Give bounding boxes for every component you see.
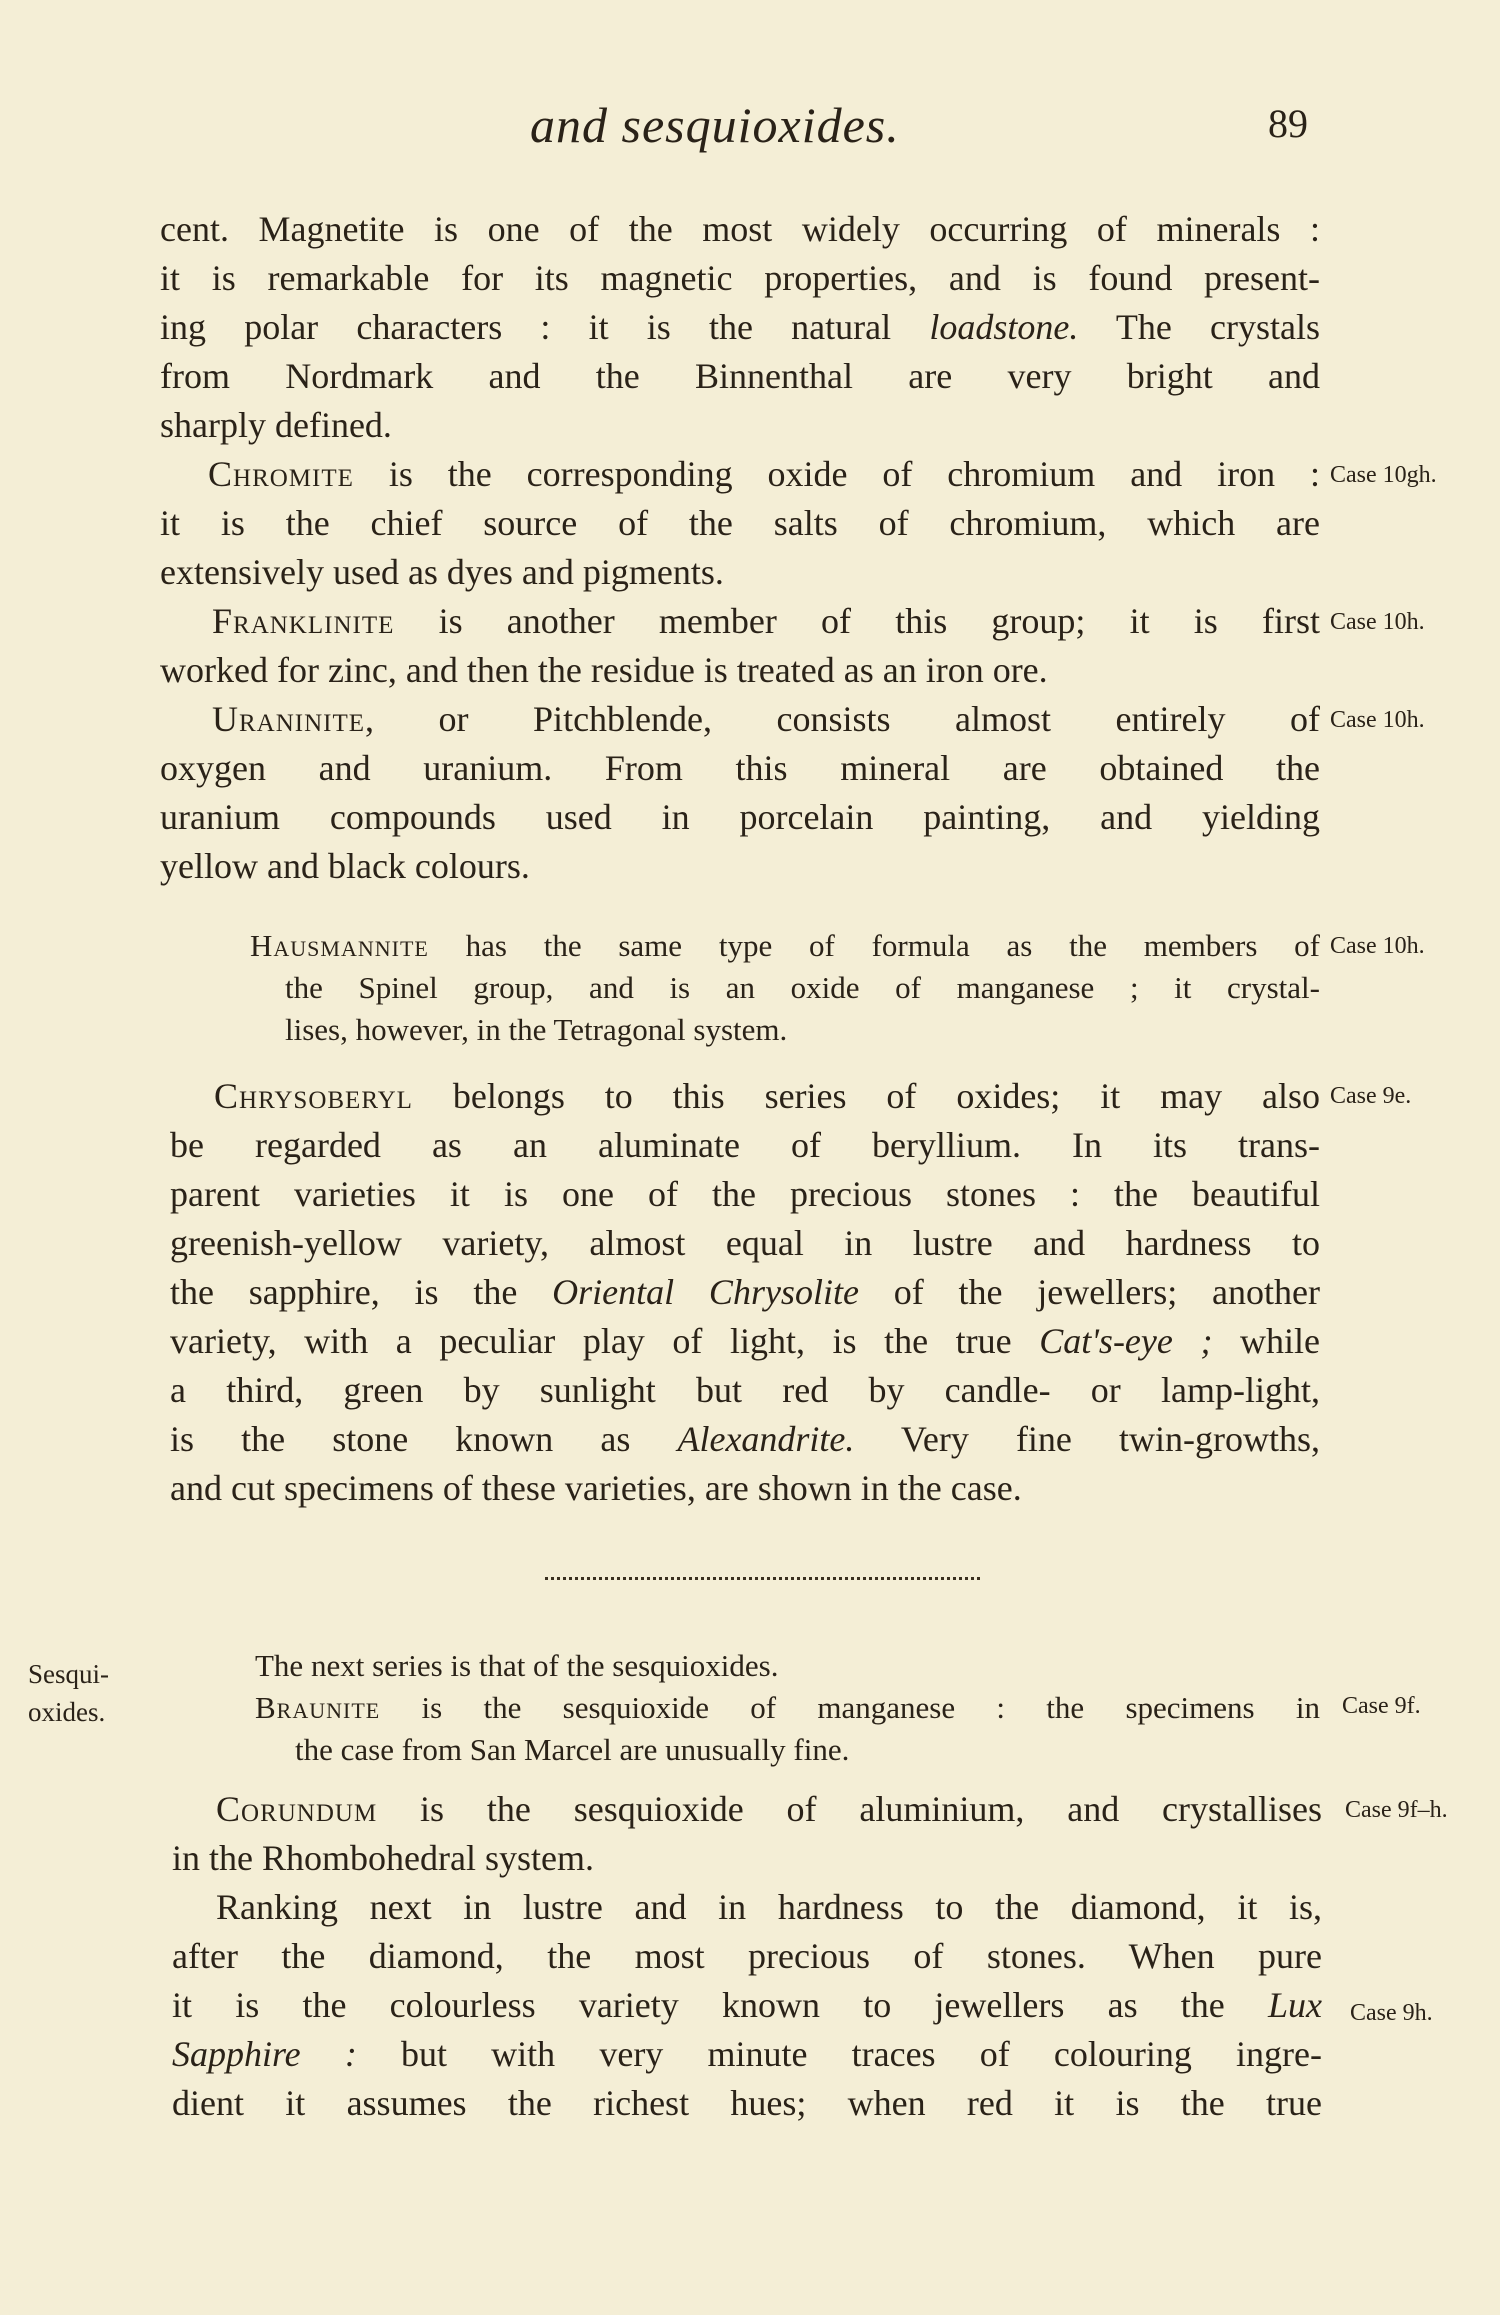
paragraph-uraninite: [160, 695, 1320, 891]
text-line: ing polar characters : it is the natural loadstone. The crystals: [160, 307, 1320, 347]
text-line: lises, however, in the Tetragonal system.: [285, 1012, 788, 1047]
paragraph-chrysoberyl: [170, 1072, 1320, 1513]
text-line: the Spinel group, and is an oxide of manganese ; it crystal-: [285, 970, 1320, 1005]
text-line: worked for zinc, and then the residue is treated as an iron ore.: [160, 650, 1048, 690]
text-line: parent varieties it is one of the precious stones : the beautiful: [170, 1174, 1320, 1214]
case-reference: Case 9f–h.: [1345, 1797, 1448, 1823]
text-line: Braunite is the sesquioxide of manganese : the specimens in: [255, 1690, 1320, 1725]
text-line: extensively used as dyes and pigments.: [160, 552, 724, 592]
mineral-name: Franklinite: [212, 601, 395, 641]
text-line: Corundum is the sesquioxide of aluminium, and crystallises: [216, 1789, 1322, 1829]
italic-term: Sapphire :: [172, 2034, 357, 2074]
text-line: Chrysoberyl belongs to this series of oxides; it may also: [214, 1076, 1320, 1116]
text-line: Ranking next in lustre and in hardness to the diamond, it is,: [216, 1887, 1322, 1927]
italic-term: Alexandrite.: [677, 1419, 855, 1459]
section-divider: [545, 1577, 980, 1580]
mineral-name: Braunite: [255, 1690, 381, 1725]
text-line: yellow and black colours.: [160, 846, 530, 886]
paragraph-corundum: [172, 1785, 1322, 1883]
text-line: in the Rhombohedral system.: [172, 1838, 594, 1878]
paragraph-corundum-sapphire: [172, 1883, 1322, 2128]
page-number: 89: [1268, 101, 1308, 146]
italic-term: Cat's-eye ;: [1039, 1321, 1213, 1361]
text-line: greenish-yellow variety, almost equal in lustre and hardness to: [170, 1223, 1320, 1263]
mineral-name: Chromite: [208, 454, 354, 494]
text-line: Hausmannite has the same type of formula as the members of: [250, 928, 1320, 963]
text-line: Sapphire : but with very minute traces of colouring ingre-: [172, 2034, 1322, 2074]
text-line: Uraninite, or Pitchblende, consists almost entirely of: [212, 699, 1320, 739]
side-note: Sesqui- oxides.: [28, 1659, 109, 1727]
case-reference: Case 9f.: [1342, 1693, 1421, 1719]
case-reference: Case 10h.: [1330, 933, 1425, 959]
text-line: dient it assumes the richest hues; when red it is the true: [172, 2083, 1322, 2123]
case-reference: Case 9h.: [1350, 2000, 1433, 2026]
paragraph-chromite: [160, 450, 1320, 499]
text-line: it is the chief source of the salts of chromium, which are: [160, 503, 1320, 543]
case-reference: Case 10h.: [1330, 609, 1425, 635]
running-head: and sesquioxides.: [530, 97, 900, 153]
paragraph-magnetite: [160, 205, 1320, 450]
text-line: Franklinite is another member of this group; it is first: [212, 601, 1320, 641]
case-reference: Case 9e.: [1330, 1083, 1412, 1109]
text-line: a third, green by sunlight but red by candle- or lamp-light,: [170, 1370, 1320, 1410]
mineral-name: Chrysoberyl: [214, 1076, 413, 1116]
paragraph-hausmannite: [250, 925, 1320, 1051]
mineral-name: Hausmannite: [250, 928, 429, 963]
text-line: it is remarkable for its magnetic properties, and is found present-: [160, 258, 1320, 298]
mineral-name: Corundum: [216, 1789, 378, 1829]
mineral-name: Uraninite: [212, 699, 366, 739]
text-line: and cut specimens of these varieties, are shown in the case.: [170, 1468, 1022, 1508]
text-line: the sapphire, is the Oriental Chrysolite of the jewellers; another: [170, 1272, 1320, 1312]
text-line: Chromite is the corresponding oxide of chromium and iron :: [208, 454, 1320, 494]
italic-term: loadstone.: [929, 307, 1079, 347]
text-line: variety, with a peculiar play of light, is the true Cat's-eye ; while: [170, 1321, 1320, 1361]
paragraph-franklinite: [160, 597, 1320, 695]
italic-term: Oriental Chrysolite: [552, 1272, 859, 1312]
text-line: be regarded as an aluminate of beryllium. In its trans-: [170, 1125, 1320, 1165]
text-line: the case from San Marcel are unusually fine.: [295, 1732, 850, 1767]
text-line: uranium compounds used in porcelain painting, and yielding: [160, 797, 1320, 837]
paragraph-braunite: [255, 1645, 1320, 1771]
text-line: cent. Magnetite is one of the most widely occurring of minerals :: [160, 209, 1320, 249]
text-line: The next series is that of the sesquioxides.: [255, 1648, 779, 1683]
text-line: is the stone known as Alexandrite. Very fine twin-growths,: [170, 1419, 1321, 1459]
text-line: after the diamond, the most precious of stones. When pure: [172, 1936, 1322, 1976]
text-line: from Nordmark and the Binnenthal are very bright and: [160, 356, 1320, 396]
paragraph-chromite-cont: [160, 499, 1320, 597]
case-reference: Case 10h.: [1330, 707, 1425, 733]
case-reference: Case 10gh.: [1330, 462, 1437, 488]
text-line: oxygen and uranium. From this mineral are obtained the: [160, 748, 1320, 788]
italic-term: Lux: [1268, 1985, 1322, 2025]
text-line: sharply defined.: [160, 405, 392, 445]
text-line: it is the colourless variety known to jewellers as the Lux: [172, 1985, 1322, 2025]
